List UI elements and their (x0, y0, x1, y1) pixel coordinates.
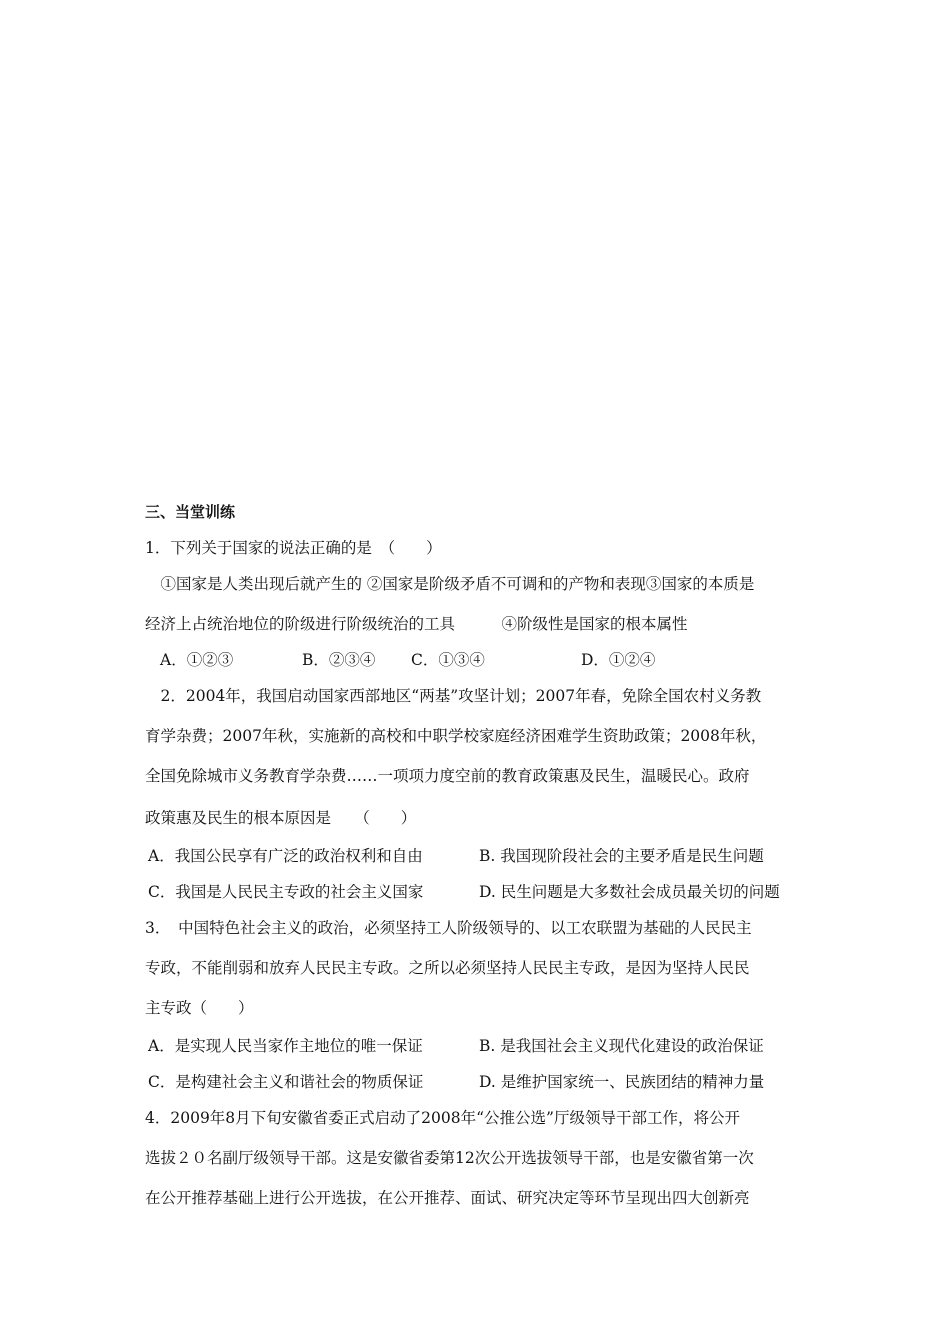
question-1-option-d: D．①②④ (581, 651, 656, 669)
question-3-line-1: 3． 中国特色社会主义的政治，必须坚持工人阶级领导的、以工农联盟为基础的人民民主 (145, 919, 752, 937)
question-2-option-d: D. 民生问题是大多数社会成员最关切的问题 (479, 883, 780, 901)
question-2-option-b: B. 我国现阶段社会的主要矛盾是民生问题 (479, 847, 764, 865)
question-2-option-c: C．我国是人民民主专政的社会主义国家 (148, 883, 424, 901)
question-2-line-4: 政策惠及民生的根本原因是 （ ） (145, 809, 417, 827)
question-3-option-d: D. 是维护国家统一、民族团结的精神力量 (479, 1073, 765, 1091)
question-4-line-1: 4．2009年8月下旬安徽省委正式启动了2008年“公推公选”厅级领导干部工作，将公开 (145, 1109, 740, 1127)
question-1-line-3: 经济上占统治地位的阶级进行阶级统治的工具 ④阶级性是国家的根本属性 (145, 615, 688, 633)
question-3-line-3: 主专政（ ） (145, 999, 254, 1017)
question-1-line-2: ①国家是人类出现后就产生的 ②国家是阶级矛盾不可调和的产物和表现③国家的本质是 (145, 575, 755, 593)
question-1-option-c: C．①③④ (411, 651, 485, 669)
question-2-option-a: A．我国公民享有广泛的政治权利和自由 (148, 847, 423, 865)
section-title: 三、当堂训练 (145, 503, 236, 521)
question-3-line-2: 专政，不能削弱和放弃人民民主专政。之所以必须坚持人民民主专政，是因为坚持人民民 (145, 959, 750, 977)
question-1-option-b: B．②③④ (302, 651, 376, 669)
question-3-option-c: C．是构建社会主义和谐社会的物质保证 (148, 1073, 424, 1091)
question-4-line-2: 选拔２０名副厅级领导干部。这是安徽省委第12次公开选拔领导干部，也是安徽省第一次 (145, 1149, 754, 1167)
question-3-option-b: B. 是我国社会主义现代化建设的政治保证 (479, 1037, 764, 1055)
question-3-option-a: A．是实现人民当家作主地位的唯一保证 (148, 1037, 423, 1055)
question-2-line-1: 2．2004年，我国启动国家西部地区“两基”攻坚计划；2007年春，免除全国农村义务教 (145, 687, 762, 705)
question-1-line-1: 1．下列关于国家的说法正确的是 （ ） (145, 539, 442, 557)
question-4-line-3: 在公开推荐基础上进行公开选拔，在公开推荐、面试、研究决定等环节呈现出四大创新亮 (145, 1189, 750, 1207)
question-1-option-a: A．①②③ (160, 651, 234, 669)
question-2-line-2: 育学杂费；2007年秋，实施新的高校和中职学校家庭经济困难学生资助政策；2008年秋， (145, 727, 767, 745)
question-2-line-3: 全国免除城市义务教育学杂费……一项项力度空前的教育政策惠及民生，温暖民心。政府 (145, 767, 750, 785)
